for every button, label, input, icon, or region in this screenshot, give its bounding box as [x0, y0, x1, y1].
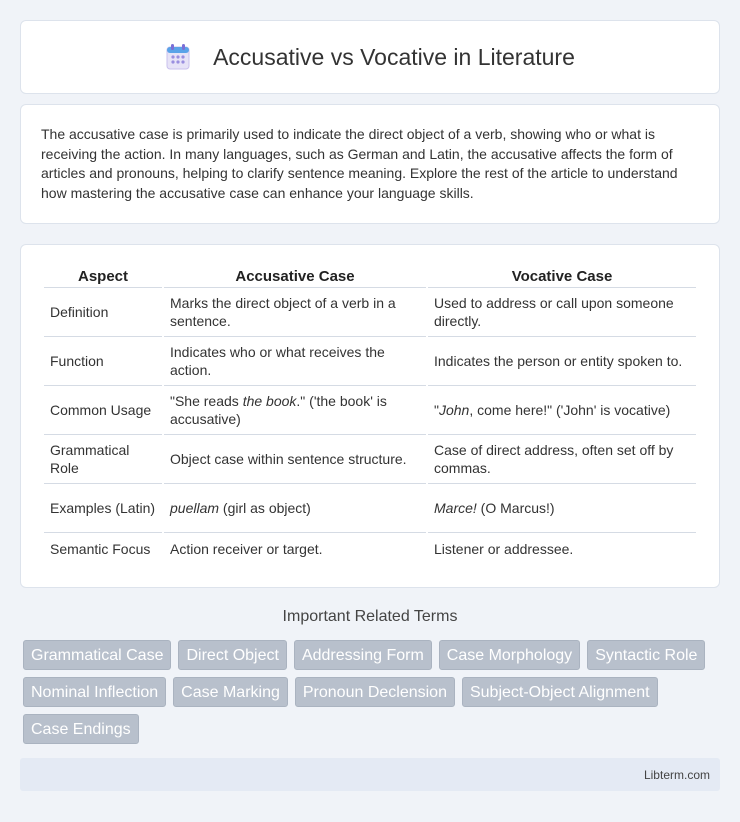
tag-direct-object[interactable]: Direct Object: [178, 640, 286, 670]
footer-brand-link[interactable]: Libterm.com: [643, 767, 710, 782]
tag-case-endings[interactable]: Case Endings: [23, 714, 139, 744]
column-header-vocative: Vocative Case: [428, 265, 696, 288]
page-title-text: Accusative vs Vocative in Literature: [213, 43, 575, 70]
related-terms-title: Important Related Terms: [282, 608, 458, 625]
tag-nominal-inflection[interactable]: Nominal Inflection: [23, 677, 166, 707]
text-segment: ": [434, 402, 439, 418]
cell-accusative: Marks the direct object of a verb in a sentence.: [164, 288, 426, 337]
cell-aspect: Function: [44, 337, 162, 386]
table-header-row: [44, 265, 696, 288]
cell-accusative: Action receiver or target.: [170, 541, 323, 557]
table-row: [44, 435, 696, 484]
tag-addressing-form[interactable]: Addressing Form: [294, 640, 432, 670]
tag-case-marking[interactable]: Case Marking: [173, 677, 288, 707]
cell-vocative: Listener or addressee.: [434, 541, 574, 557]
column-header-accusative: Accusative Case: [164, 265, 426, 288]
cell-accusative: [164, 386, 426, 435]
cell-accusative: Object case within sentence structure.: [164, 435, 426, 484]
text-segment: , come here!" ('John' is vocative): [469, 402, 671, 418]
cell-vocative: Case of direct address, often set off by commas.: [428, 435, 696, 484]
cell-aspect: Common Usage: [44, 386, 162, 435]
cell-vocative: Used to address or call upon someone directly.: [428, 288, 696, 337]
emphasis-text: John: [438, 402, 470, 418]
table-row: [44, 337, 696, 386]
cell-aspect: Semantic Focus: [50, 541, 151, 557]
calendar-grid-icon: [165, 43, 191, 71]
table-row: [44, 288, 696, 337]
intro-paragraph: The accusative case is primarily used to indicate the direct object of a verb, showing who or what is receiving the action. In many languages, such as German and Latin, the accusative affects the form of articles and pronouns, helping to clarify sentence meaning. Explore the rest of the article to understand how mastering the accusative case can enhance your language skills.: [41, 126, 678, 201]
cell-aspect: Grammatical Role: [44, 435, 162, 484]
header-card: [20, 20, 720, 94]
cell-vocative: Indicates the person or entity spoken to.: [428, 337, 696, 386]
tag-subject-object-alignment[interactable]: Subject-Object Alignment: [462, 677, 658, 707]
table-row: [44, 484, 696, 533]
cell-vocative: [428, 484, 696, 533]
emphasis-text: the book: [242, 393, 297, 409]
page-title: [165, 43, 575, 71]
emphasis-text: puellam: [170, 500, 220, 516]
table-row: [44, 386, 696, 435]
tag-syntactic-role[interactable]: Syntactic Role: [587, 640, 705, 670]
tag-case-morphology[interactable]: Case Morphology: [439, 640, 580, 670]
cell-accusative: [164, 484, 426, 533]
cell-aspect: Definition: [44, 288, 162, 337]
table-row: [44, 533, 696, 565]
text-segment: ." ('the book' is accusative): [170, 393, 387, 427]
emphasis-text: Marce!: [434, 500, 477, 516]
footer: [20, 758, 720, 791]
column-header-aspect: Aspect: [44, 265, 162, 288]
cell-aspect: Examples (Latin): [44, 484, 162, 533]
tag-pronoun-declension[interactable]: Pronoun Declension: [295, 677, 455, 707]
text-segment: "She reads: [170, 393, 243, 409]
cell-vocative: [428, 386, 696, 435]
related-terms-tags: [23, 640, 723, 744]
comparison-table-card: [20, 244, 720, 588]
comparison-table: [42, 265, 698, 565]
text-segment: (girl as object): [219, 500, 311, 516]
tag-grammatical-case[interactable]: Grammatical Case: [23, 640, 171, 670]
text-segment: (O Marcus!): [476, 500, 555, 516]
intro-card: [20, 104, 720, 224]
cell-accusative: Indicates who or what receives the action.: [164, 337, 426, 386]
